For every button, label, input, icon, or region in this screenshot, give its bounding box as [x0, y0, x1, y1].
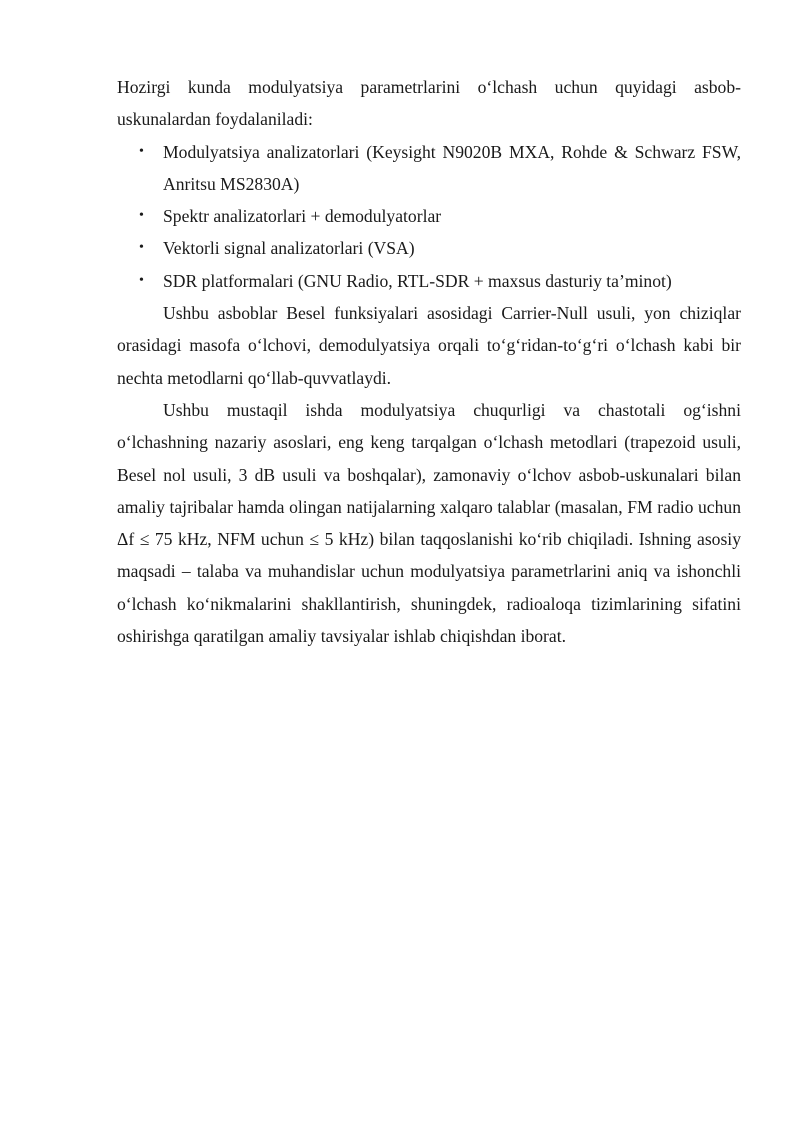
- list-item: [117, 232, 741, 264]
- bullet-icon: •: [139, 143, 144, 159]
- document-body: [117, 71, 741, 652]
- bullet-icon: •: [139, 240, 144, 256]
- list-item-text: Vektorli signal analizatorlari (VSA): [163, 238, 415, 259]
- equipment-list: [117, 136, 741, 297]
- bullet-icon: •: [139, 272, 144, 288]
- intro-paragraph: Hozirgi kunda modulyatsiya parametrlarini o‘lchash uchun quyidagi asbob-uskunalardan foydalaniladi:: [117, 77, 741, 130]
- bullet-icon: •: [139, 208, 144, 224]
- list-item: [117, 200, 741, 232]
- list-item-text: Spektr analizatorlari + demodulyatorlar: [163, 206, 442, 227]
- list-item: [117, 136, 741, 201]
- purpose-paragraph: Ushbu mustaqil ishda modulyatsiya chuqurligi va chastotali og‘ishni o‘lchashning nazariy asoslari, eng keng tarqalgan o‘lchash metodlari (trapezoid usuli, Besel nol usuli, 3 dB usuli va boshqalar), zamonaviy o‘lchov asbob-uskunalari bilan amaliy tajribalar hamda olingan natijalarning xalqaro talablar (masalan, FM radio uchun Δf ≤ 75 kHz, NFM uchun ≤ 5 kHz) bilan taqqoslanishi ko‘rib chiqiladi. Ishning asosiy maqsadi – talaba va muhandislar uchun modulyatsiya parametrlarini aniq va ishonchli o‘lchash ko‘nikmalarini shakllantirish, shuningdek, radioaloqa tizimlarining sifatini oshirishga qaratilgan amaliy tavsiyalar ishlab chiqishdan iborat.: [117, 399, 741, 647]
- methods-paragraph: Ushbu asboblar Besel funksiyalari asosidagi Carrier-Null usuli, yon chiziqlar orasidagi masofa o‘lchovi, demodulyatsiya orqali to‘g‘ridan-to‘g‘ri o‘lchash kabi bir nechta metodlarni qo‘llab-quvvatlaydi.: [117, 303, 741, 388]
- list-item-text: Modulyatsiya analizatorlari (Keysight N9020B MXA, Rohde & Schwarz FSW, Anritsu MS2830A): [163, 141, 741, 194]
- list-item: [117, 265, 741, 297]
- list-item-text: SDR platformalari (GNU Radio, RTL-SDR + maxsus dasturiy ta’minot): [163, 270, 672, 291]
